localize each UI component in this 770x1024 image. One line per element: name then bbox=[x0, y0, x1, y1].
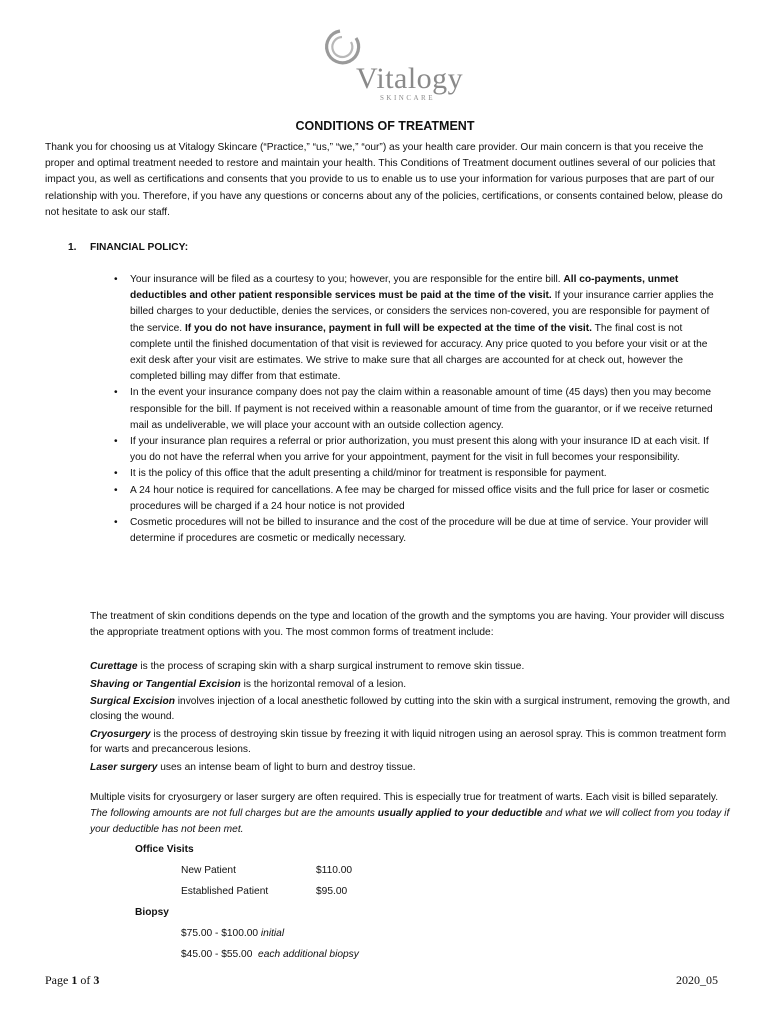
list-item: • Your insurance will be filed as a courtesy to you; however, you are responsible for the entire bill. All co-payments, unmet deductibles and other patient responsible services must be paid at the time of the visit. If your insurance carrier applies the billed charges to your deductible, denies the services, or considers the services non-covered, you are responsible for payment of the service. If you do not have insurance, payment in full will be expected at the time of the visit. The final cost is not complete until the finished documentation of that visit is reviewed for accuracy. Any price quoted to you before your visit or at the exit desk after your visit are estimates. We strive to make sure that all charges are accounted for at check out, however the completed billing may differ from that estimate. bbox=[114, 274, 714, 383]
bullet-icon: • bbox=[114, 517, 118, 529]
new-patient-label: New Patient bbox=[181, 865, 236, 876]
list-item: • If your insurance plan requires a referral or prior authorization, you must present this along with your insurance ID at each visit. If you do not have the referral when you arrive for your appointment, payment for the visit in full becomes your responsibility. bbox=[114, 436, 709, 464]
section-title: FINANCIAL POLICY: bbox=[90, 242, 189, 253]
treatment-intro-paragraph: The treatment of skin conditions depends on the type and location of the growth and the symptoms you are having. Your provider will discuss the appropriate treatment options with you. The most common forms of treatment include: bbox=[90, 611, 725, 639]
established-patient-price: $95.00 bbox=[316, 886, 348, 897]
page-number: Page 1 of 3 bbox=[45, 973, 100, 987]
office-visits-heading: Office Visits bbox=[135, 844, 194, 855]
treatment-surgical-excision: Surgical Excision involves injection of a local anesthetic followed by cutting into the skin with a surgical instrument, removing the growth, and closing the wound. bbox=[90, 696, 730, 722]
bullet-icon: • bbox=[114, 387, 118, 399]
new-patient-price: $110.00 bbox=[316, 865, 353, 876]
list-item: • In the event your insurance company does not pay the claim within a reasonable amount of time (45 days) then you may become responsible for the bill. If payment is not received within a reasonable amount of time from the guarantor, or if we receive returned mail as undeliverable, we will place your account with an outside collection agency. bbox=[114, 387, 713, 431]
biopsy-additional: $45.00 - $55.00 each additional biopsy bbox=[181, 949, 359, 960]
biopsy-initial: $75.00 - $100.00 initial bbox=[181, 928, 285, 939]
financial-policy-list bbox=[112, 272, 726, 547]
treatment-cryosurgery: Cryosurgery is the process of destroying skin tissue by freezing it with liquid nitrogen using an aerosol spray. This is common treatment form for warts and precancerous lesions. bbox=[90, 729, 727, 755]
bullet-icon: • bbox=[114, 274, 118, 285]
treatment-shaving: Shaving or Tangential Excision is the horizontal removal of a lesion. bbox=[90, 679, 407, 690]
section-number: 1. bbox=[68, 242, 77, 253]
list-item: • It is the policy of this office that the adult presenting a child/minor for treatment is responsible for payment. bbox=[112, 466, 726, 482]
document-version-code: 2020_05 bbox=[676, 973, 718, 987]
logo-subtitle: SKINCARE bbox=[380, 94, 436, 102]
vitalogy-logo bbox=[318, 26, 464, 102]
established-patient-label: Established Patient bbox=[181, 886, 269, 897]
bullet-icon: • bbox=[114, 468, 118, 480]
intro-paragraph: Thank you for choosing us at Vitalogy Skincare (“Practice,” “us,” “we,” “our”) as your health care provider. Our main concern is that you receive the proper and optimal treatment needed to restore and maintain your health. This Conditions of Treatment document outlines several of our policies that impact you, as well as certifications and consents that you provide to us to enable us to use your information for various purposes that are part of our relationship with you. Therefore, if you have any questions or concerns about any of the policies, certifications, or consents contained below, please do not hesitate to ask our staff. bbox=[45, 142, 723, 218]
treatment-curettage: Curettage is the process of scraping skin with a sharp surgical instrument to remove skin tissue. bbox=[90, 661, 525, 672]
logo-name: Vitalogy bbox=[356, 62, 464, 95]
page-title: CONDITIONS OF TREATMENT bbox=[295, 119, 475, 133]
treatment-laser-surgery: Laser surgery uses an intense beam of light to burn and destroy tissue. bbox=[90, 762, 416, 773]
biopsy-heading: Biopsy bbox=[135, 907, 169, 918]
list-item: • A 24 hour notice is required for cancellations. A fee may be charged for missed office visits and the full price for laser or cosmetic procedures will be charged if a 24 hour notice is not provided bbox=[114, 484, 710, 512]
bullet-icon: • bbox=[114, 436, 118, 448]
multiple-visits-paragraph: Multiple visits for cryosurgery or laser surgery are often required. This is especially true for treatment of warts. Each visit is billed separately. The following amounts are not full charges but are the amounts usually applied to your deductible and what we will collect from you today if your deductible has not been met. bbox=[90, 792, 730, 836]
bullet-icon: • bbox=[114, 484, 118, 496]
section-financial-policy-heading bbox=[68, 241, 188, 255]
list-item: • Cosmetic procedures will not be billed to insurance and the cost of the procedure will be due at time of service. Your provider will determine if procedures are cosmetic or medically necessary. bbox=[114, 517, 709, 545]
